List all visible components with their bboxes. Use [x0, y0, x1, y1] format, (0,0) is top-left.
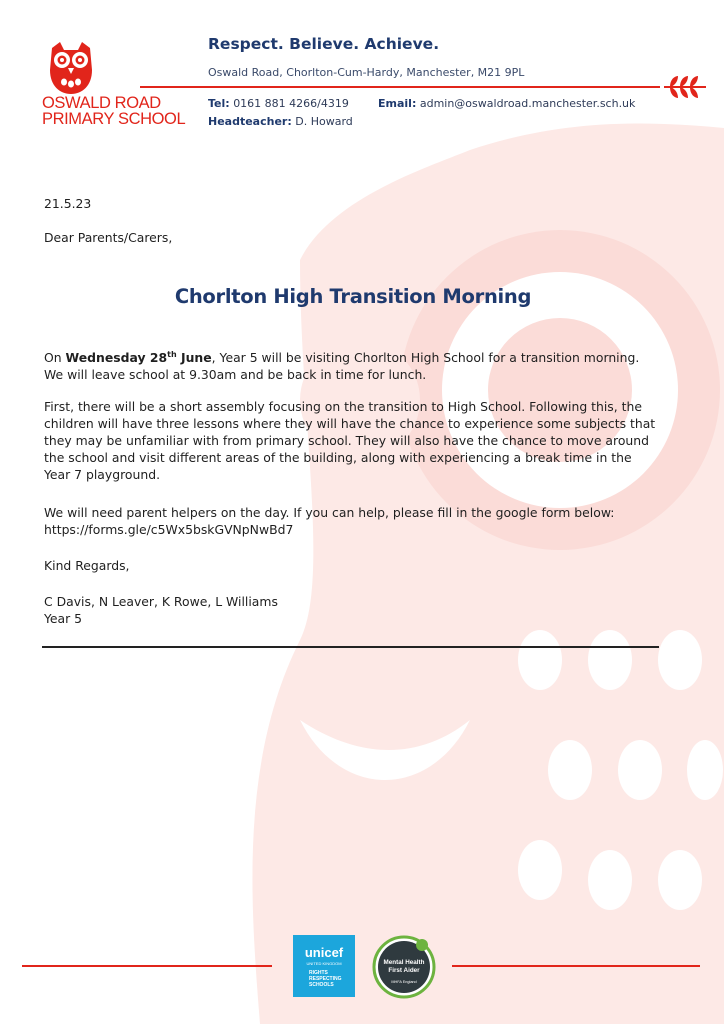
para3-text: We will need parent helpers on the day. If you can help, please fill in the google form below:: [44, 505, 615, 520]
school-motto: Respect. Believe. Achieve.: [208, 35, 440, 53]
paragraph-2: First, there will be a short assembly focusing on the transition to High School. Following this, the children will have three lessons where they will have the chance to experience some subjects that they may be unfamiliar with from primary school. They will also have the chance to move around the school and visit different areas of the building, along with experiencing a break time in the Year 7 playground.: [44, 399, 656, 482]
footer-rule-left: [22, 965, 272, 967]
tel-label: Tel:: [208, 97, 230, 110]
unicef-rights-respecting-badge: [293, 935, 355, 997]
google-form-link[interactable]: https://forms.gle/c5Wx5bskGVNpNwBd7: [44, 522, 294, 537]
contact-email: [378, 97, 635, 110]
signature-divider: [42, 646, 659, 648]
email-value[interactable]: admin@oswaldroad.manchester.sch.uk: [419, 97, 636, 110]
school-address: Oswald Road, Chorlton-Cum-Hardy, Manchester, M21 9PL: [208, 66, 525, 79]
mhfa-line-2: First Aider: [388, 967, 420, 974]
mental-health-first-aider-badge: [372, 935, 436, 999]
unicef-wordmark: unicef: [304, 945, 344, 960]
paragraph-3: [44, 504, 660, 538]
header-rule: [140, 86, 660, 88]
para1-rest: , Year 5 will be visiting Chorlton High School for a transition morning. We will leave school at 9.30am and be back in time for lunch.: [44, 350, 640, 383]
unicef-subtitle: UNITED KINGDOM: [306, 961, 342, 966]
headteacher-label: Headteacher:: [208, 115, 292, 128]
unicef-rrs-text: RIGHTS RESPECTING SCHOOLS: [309, 970, 342, 988]
laurel-leaf-icon: [662, 72, 708, 102]
salutation: Dear Parents/Carers,: [44, 230, 173, 245]
school-name-line-2: PRIMARY SCHOOL: [42, 110, 186, 128]
letter-date: 21.5.23: [44, 196, 92, 211]
footer-rule-right: [452, 965, 700, 967]
school-name: [42, 95, 185, 127]
tel-value: 0161 881 4266/4319: [233, 97, 349, 110]
para1-prefix: On: [44, 350, 66, 366]
mhfa-line-1: Mental Health: [383, 959, 425, 966]
headteacher: [208, 115, 353, 128]
letter-title: Chorlton High Transition Morning: [174, 285, 532, 308]
email-label: Email:: [378, 97, 417, 110]
contact-telephone: [208, 97, 349, 110]
year-group: Year 5: [44, 611, 83, 626]
school-logo-owl-icon: [46, 40, 96, 96]
para1-bold-day: Wednesday 28th June: [65, 350, 212, 366]
paragraph-1: [44, 346, 660, 383]
signatories: C Davis, N Leaver, K Rowe, L Williams: [44, 594, 278, 609]
headteacher-value: D. Howard: [295, 115, 353, 128]
mhfa-subtitle: MHFA England: [391, 980, 417, 984]
school-name-line-1: OSWALD ROAD: [42, 94, 161, 112]
closing: Kind Regards,: [44, 558, 130, 573]
